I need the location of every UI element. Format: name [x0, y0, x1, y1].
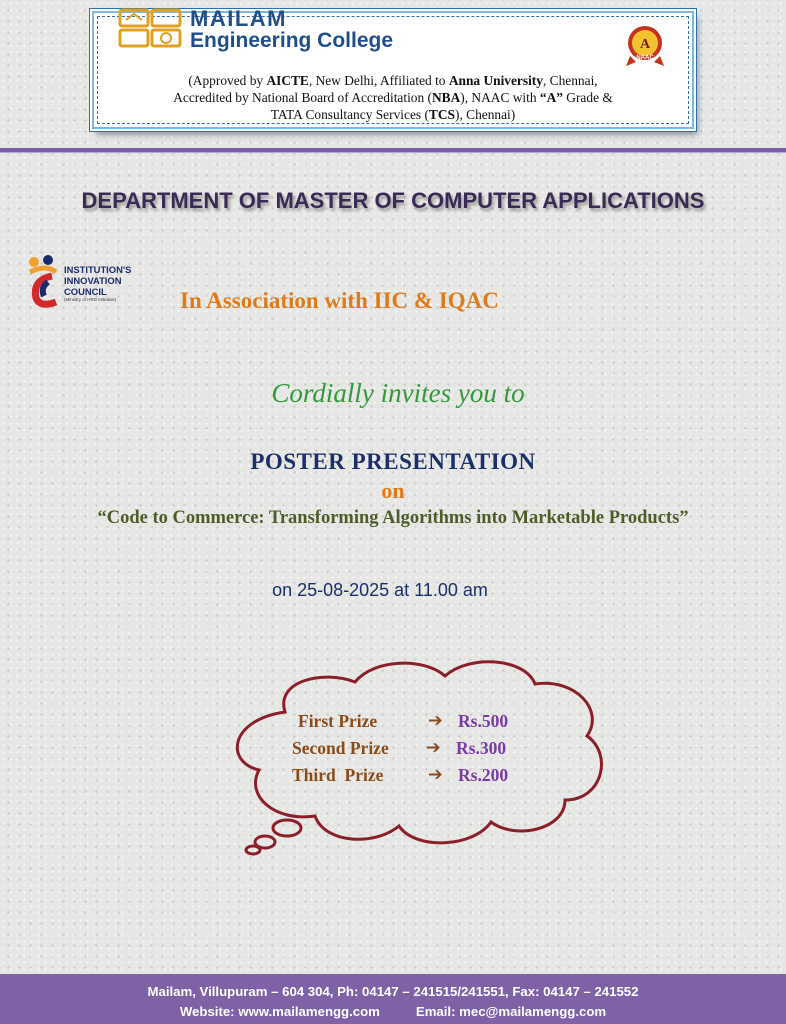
event-date: on 25-08-2025 at 11.00 am: [272, 580, 488, 600]
event-title: POSTER PRESENTATION: [250, 449, 536, 474]
header-divider-light: [0, 152, 786, 153]
college-name-line1: MAILAM: [190, 6, 287, 31]
accred-text: Accredited by National Board of Accreditation (: [173, 90, 432, 105]
prize-amount: Rs.200: [458, 765, 509, 785]
college-logo-icon: [118, 8, 182, 48]
accred-text: Grade &: [562, 90, 613, 105]
contact-footer: [0, 974, 786, 1024]
accred-bold: “A”: [539, 90, 563, 105]
college-name: [190, 8, 510, 52]
accred-text: , Chennai,: [542, 73, 598, 88]
accred-bold: Anna University: [448, 73, 543, 88]
footer-website[interactable]: Website: www.mailamengg.com: [179, 1004, 380, 1019]
accreditation-text: [100, 72, 686, 123]
prize-row-first: [292, 710, 552, 737]
iic-logo-text: [64, 264, 174, 303]
arrow-right-icon: ➔: [428, 765, 443, 785]
prize-name: Second Prize: [292, 738, 389, 758]
footer-address: Mailam, Villupuram – 604 304, Ph: 04147 – 241515/241551, Fax: 04147 – 241552: [147, 984, 639, 999]
footer-email[interactable]: Email: mec@mailamengg.com: [415, 1004, 607, 1019]
event-topic: “Code to Commerce: Transforming Algorithms into Marketable Products”: [97, 508, 689, 528]
prize-amount: Rs.500: [458, 711, 509, 731]
event-on: on: [381, 478, 405, 503]
accred-text: TATA Consultancy Services (: [270, 107, 429, 122]
iic-line2: INNOVATION: [64, 275, 122, 286]
iic-logo-icon: [26, 254, 66, 310]
iic-subtitle: (Ministry of HRD Initiative): [64, 297, 117, 302]
department-title: DEPARTMENT OF MASTER OF COMPUTER APPLICATIONS: [81, 188, 705, 213]
invite-text: Cordially invites you to: [271, 378, 525, 408]
prize-name: First Prize: [298, 711, 378, 731]
prize-list: [292, 710, 552, 791]
naac-badge-letter: A: [639, 37, 651, 52]
prize-row-third: [292, 764, 552, 791]
college-name-line2: Engineering College: [190, 29, 394, 52]
footer-contact-line: [0, 1004, 786, 1019]
prize-row-second: [292, 737, 552, 764]
prize-amount: Rs.300: [456, 738, 507, 758]
prize-name: Third Prize: [292, 765, 384, 785]
naac-grade-badge-icon: [622, 22, 668, 68]
accred-text: , New Delhi, Affiliated to: [308, 73, 449, 88]
iic-line3: COUNCIL: [64, 286, 107, 297]
accred-bold: AICTE: [266, 73, 309, 88]
accred-text: ), Chennai): [454, 107, 516, 122]
accred-text: ), NAAC with: [460, 90, 540, 105]
iic-line1: INSTITUTION'S: [64, 264, 132, 275]
association-text: In Association with IIC & IQAC: [180, 288, 499, 313]
naac-badge-label: NAAC: [636, 55, 654, 61]
accred-bold: TCS: [428, 107, 455, 122]
arrow-right-icon: ➔: [428, 711, 443, 731]
accred-text: (Approved by: [188, 73, 267, 88]
arrow-right-icon: ➔: [426, 738, 441, 758]
accred-bold: NBA: [432, 90, 461, 105]
